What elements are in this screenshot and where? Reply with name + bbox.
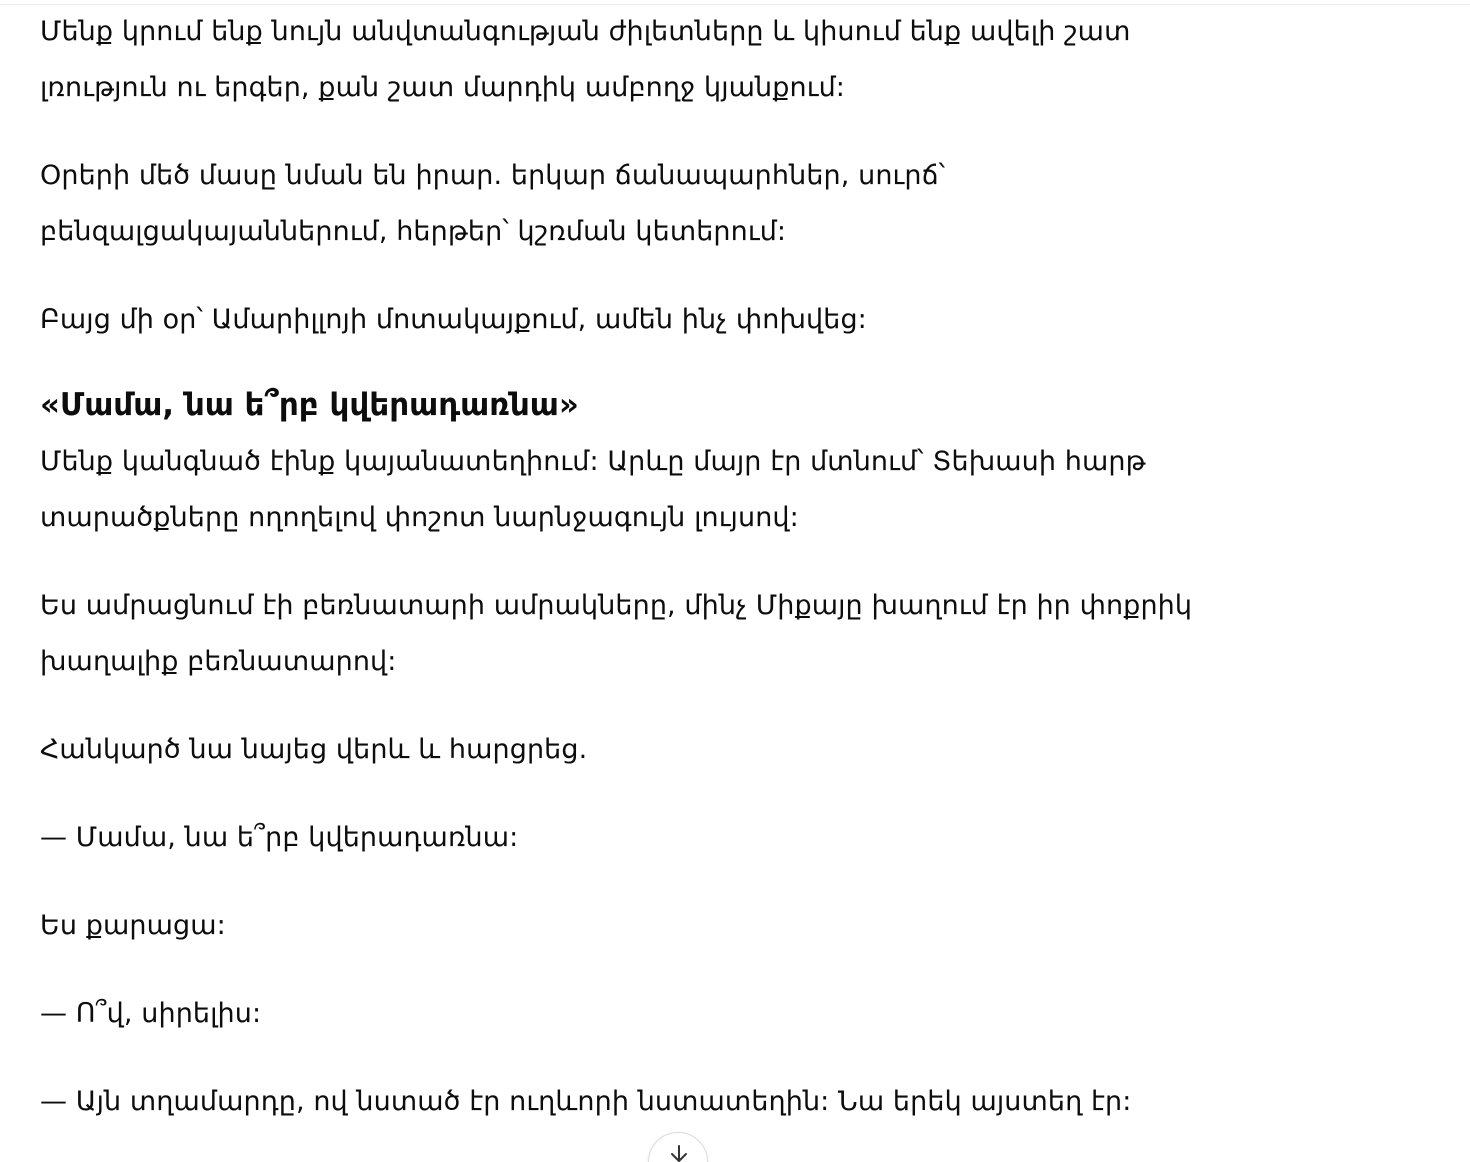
paragraph-5-line-1: Ես ամրացնում էի բեռնատարի ամրակները, մինչ Միքայը խաղում էր իր փոքրիկ [40, 590, 1193, 621]
paragraph-3: Բայց մի օր՝ Ամարիլլոյի մոտակայքում, ամեն ինչ փոխվեց: [40, 304, 867, 335]
paragraph-6: Հանկարծ նա նայեց վերև և հարցրեց. [40, 734, 588, 765]
paragraph-5 [40, 578, 1300, 690]
paragraph-9: — Ո՞վ, սիրելիս: [40, 998, 262, 1029]
paragraph-5-line-2: խաղալիք բեռնատարով: [40, 646, 397, 677]
paragraph-8: Ես քարացա: [40, 910, 226, 941]
paragraph-1 [40, 4, 1300, 116]
paragraph-2-line-2: բենզալցակայաններում, հերթեր՝ կշռման կետերում: [40, 216, 787, 247]
paragraph-4-line-1: Մենք կանգնած էինք կայանատեղիում: Արևը մայր էր մտնում՝ Տեխասի հարթ [40, 446, 1146, 477]
paragraph-7: — Մամա, նա ե՞րբ կվերադառնա: [40, 822, 519, 853]
story-text [40, 4, 1300, 1162]
paragraph-2 [40, 148, 1300, 260]
paragraph-4 [40, 434, 1300, 546]
paragraph-1-line-1: Մենք կրում ենք նույն անվտանգության ժիլետները և կիսում ենք ավելի շատ [40, 16, 1131, 47]
paragraph-2-line-1: Օրերի մեծ մասը նման են իրար. երկար ճանապարհներ, սուրճ՝ [40, 160, 946, 191]
section-heading: «Մամա, նա ե՞րբ կվերադառնա» [40, 387, 579, 423]
paragraph-4-line-2: տարածքները ողողելով փոշոտ նարնջագույն լույսով: [40, 502, 799, 533]
paragraph-1-line-2: լռություն ու երգեր, քան շատ մարդիկ ամբողջ կյանքում: [40, 72, 845, 103]
paragraph-10: — Այն տղամարդը, ով նստած էր ուղևորի նստատեղին: Նա երեկ այստեղ էր: [40, 1086, 1132, 1117]
arrow-down-icon [668, 1143, 690, 1162]
